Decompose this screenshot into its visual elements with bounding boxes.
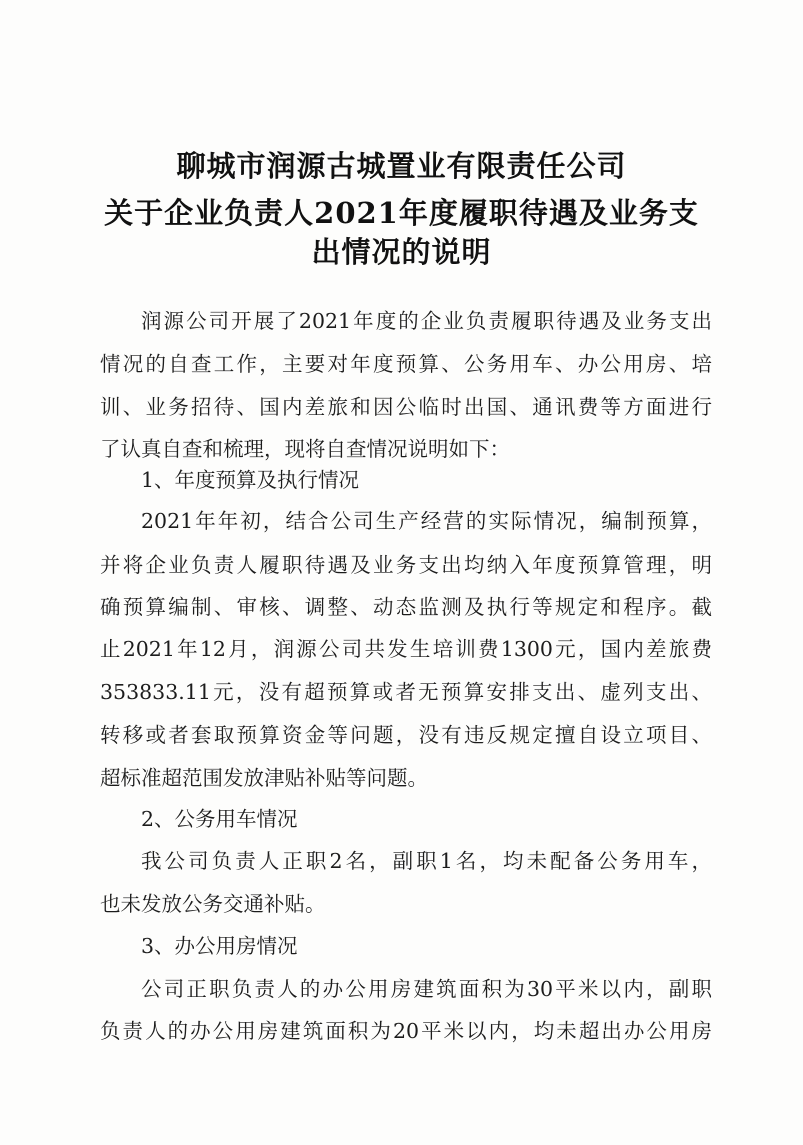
paragraph-line: 润源公司开展了2021年度的企业负责履职待遇及业务支出: [141, 309, 712, 333]
paragraph-line: 超标准超范围发放津贴补贴等问题。: [100, 766, 428, 790]
paragraph-line: 止2021年12月，润源公司共发生培训费1300元，国内差旅费: [100, 637, 712, 661]
section-heading: 1、年度预算及执行情况: [141, 468, 360, 492]
title-line-2: 关于企业负责人2021年度履职待遇及业务支: [104, 196, 699, 230]
paragraph-line: 转移或者套取预算资金等问题，没有违反规定擅自设立项目、: [100, 723, 712, 747]
paragraph-line: 2021年年初，结合公司生产经营的实际情况，编制预算，: [141, 509, 712, 533]
paragraph-line: 353833.11元，没有超预算或者无预算安排支出、虚列支出、: [100, 680, 712, 704]
paragraph-line: 负责人的办公用房建筑面积为20平米以内，均未超出办公用房: [100, 1019, 712, 1043]
paragraph-line: 了认真自查和梳理，现将自查情况说明如下：: [100, 437, 510, 461]
paragraph-line: 并将企业负责人履职待遇及业务支出均纳入年度预算管理，明: [100, 553, 712, 577]
paragraph-line: 我公司负责人正职2名，副职1名，均未配备公务用车，: [141, 849, 712, 873]
section-heading: 2、公务用车情况: [141, 807, 298, 831]
paragraph-line: 确预算编制、审核、调整、动态监测及执行等规定和程序。截: [100, 595, 712, 619]
section-heading: 3、办公用房情况: [141, 934, 298, 958]
title-line-1: 聊城市润源古城置业有限责任公司: [176, 149, 627, 183]
paragraph-line: 也未发放公务交通补贴。: [100, 892, 326, 916]
paragraph-line: 公司正职负责人的办公用房建筑面积为30平米以内，副职: [141, 977, 712, 1001]
paragraph-line: 情况的自查工作，主要对年度预算、公务用车、办公用房、培: [100, 352, 712, 376]
paragraph-line: 训、业务招待、国内差旅和因公临时出国、通讯费等方面进行: [100, 395, 712, 419]
title-line-3: 出情况的说明: [311, 235, 492, 269]
